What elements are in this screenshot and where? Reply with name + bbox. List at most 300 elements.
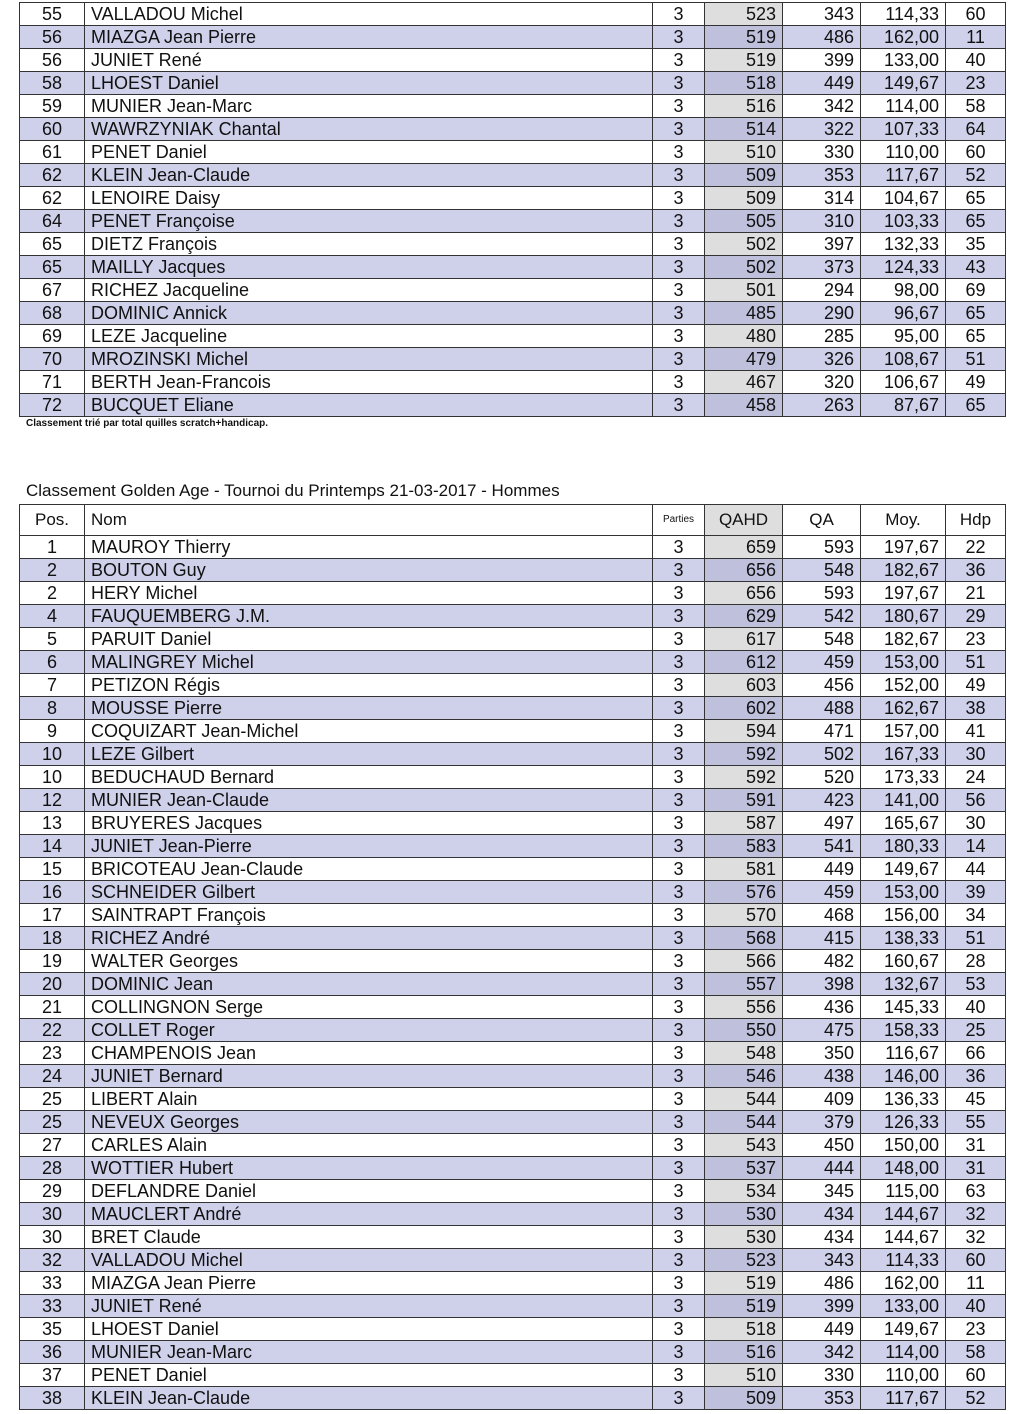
average-cell: 132,67 (861, 973, 946, 996)
qahd-cell: 587 (705, 812, 783, 835)
ranking-table-continued-body (20, 3, 1006, 417)
table-row (20, 651, 1006, 674)
table-row (20, 789, 1006, 812)
position-cell: 25 (20, 1111, 85, 1134)
position-cell: 67 (20, 279, 85, 302)
average-cell: 114,33 (861, 1249, 946, 1272)
average-cell: 149,67 (861, 858, 946, 881)
name-cell: BOUTON Guy (85, 559, 653, 582)
parties-cell: 3 (653, 348, 705, 371)
qahd-cell: 602 (705, 697, 783, 720)
qa-cell: 294 (783, 279, 861, 302)
table-row (20, 3, 1006, 26)
position-cell: 10 (20, 766, 85, 789)
handicap-cell: 65 (946, 210, 1006, 233)
position-cell: 72 (20, 394, 85, 417)
parties-cell: 3 (653, 118, 705, 141)
table-row (20, 95, 1006, 118)
parties-cell: 3 (653, 973, 705, 996)
table-row (20, 302, 1006, 325)
average-cell: 144,67 (861, 1226, 946, 1249)
parties-cell: 3 (653, 49, 705, 72)
name-cell: MIAZGA Jean Pierre (85, 1272, 653, 1295)
qahd-cell: 656 (705, 582, 783, 605)
qahd-cell: 505 (705, 210, 783, 233)
table-row (20, 1042, 1006, 1065)
average-cell: 133,00 (861, 1295, 946, 1318)
parties-cell: 3 (653, 394, 705, 417)
average-cell: 110,00 (861, 1364, 946, 1387)
position-cell: 12 (20, 789, 85, 812)
average-cell: 138,33 (861, 927, 946, 950)
position-cell: 9 (20, 720, 85, 743)
qa-cell: 471 (783, 720, 861, 743)
qa-cell: 459 (783, 651, 861, 674)
name-cell: NEVEUX Georges (85, 1111, 653, 1134)
position-cell: 36 (20, 1341, 85, 1364)
position-cell: 2 (20, 582, 85, 605)
position-cell: 65 (20, 233, 85, 256)
name-cell: LENOIRE Daisy (85, 187, 653, 210)
handicap-cell: 66 (946, 1042, 1006, 1065)
qahd-cell: 510 (705, 141, 783, 164)
handicap-cell: 69 (946, 279, 1006, 302)
name-cell: MAUCLERT André (85, 1203, 653, 1226)
position-cell: 17 (20, 904, 85, 927)
table-row (20, 26, 1006, 49)
handicap-cell: 52 (946, 1387, 1006, 1410)
parties-cell: 3 (653, 1226, 705, 1249)
qahd-cell: 583 (705, 835, 783, 858)
table-row (20, 720, 1006, 743)
qa-cell: 548 (783, 628, 861, 651)
position-cell: 15 (20, 858, 85, 881)
average-cell: 117,67 (861, 1387, 946, 1410)
parties-cell: 3 (653, 1318, 705, 1341)
average-cell: 182,67 (861, 559, 946, 582)
qa-cell: 548 (783, 559, 861, 582)
qahd-cell: 509 (705, 164, 783, 187)
position-cell: 30 (20, 1203, 85, 1226)
qahd-cell: 458 (705, 394, 783, 417)
position-cell: 70 (20, 348, 85, 371)
handicap-cell: 51 (946, 927, 1006, 950)
parties-cell: 3 (653, 1180, 705, 1203)
average-cell: 153,00 (861, 881, 946, 904)
qahd-cell: 603 (705, 674, 783, 697)
handicap-cell: 45 (946, 1088, 1006, 1111)
qahd-cell: 592 (705, 743, 783, 766)
name-cell: MOUSSE Pierre (85, 697, 653, 720)
table-row (20, 973, 1006, 996)
name-cell: BERTH Jean-Francois (85, 371, 653, 394)
qahd-cell: 502 (705, 233, 783, 256)
qahd-cell: 570 (705, 904, 783, 927)
table-row (20, 1180, 1006, 1203)
qa-cell: 482 (783, 950, 861, 973)
average-cell: 115,00 (861, 1180, 946, 1203)
qa-cell: 345 (783, 1180, 861, 1203)
position-cell: 30 (20, 1226, 85, 1249)
handicap-cell: 65 (946, 394, 1006, 417)
parties-cell: 3 (653, 233, 705, 256)
average-cell: 148,00 (861, 1157, 946, 1180)
average-cell: 156,00 (861, 904, 946, 927)
qahd-cell: 530 (705, 1203, 783, 1226)
qahd-cell: 509 (705, 187, 783, 210)
header-row (20, 505, 1006, 536)
name-cell: BRET Claude (85, 1226, 653, 1249)
handicap-cell: 65 (946, 187, 1006, 210)
name-cell: WALTER Georges (85, 950, 653, 973)
handicap-cell: 65 (946, 325, 1006, 348)
average-cell: 182,67 (861, 628, 946, 651)
average-cell: 141,00 (861, 789, 946, 812)
table-row (20, 743, 1006, 766)
header-pos: Pos. (20, 505, 85, 536)
qa-cell: 326 (783, 348, 861, 371)
ranking-table-continued (19, 2, 1006, 417)
average-cell: 160,67 (861, 950, 946, 973)
qa-cell: 343 (783, 3, 861, 26)
table-row (20, 1065, 1006, 1088)
average-cell: 114,00 (861, 1341, 946, 1364)
table-row (20, 141, 1006, 164)
qa-cell: 415 (783, 927, 861, 950)
name-cell: WOTTIER Hubert (85, 1157, 653, 1180)
handicap-cell: 49 (946, 674, 1006, 697)
qahd-cell: 530 (705, 1226, 783, 1249)
position-cell: 10 (20, 743, 85, 766)
position-cell: 38 (20, 1387, 85, 1410)
position-cell: 13 (20, 812, 85, 835)
qahd-cell: 519 (705, 26, 783, 49)
name-cell: MROZINSKI Michel (85, 348, 653, 371)
parties-cell: 3 (653, 743, 705, 766)
average-cell: 108,67 (861, 348, 946, 371)
position-cell: 5 (20, 628, 85, 651)
handicap-cell: 60 (946, 1249, 1006, 1272)
qahd-cell: 479 (705, 348, 783, 371)
name-cell: PENET Daniel (85, 141, 653, 164)
average-cell: 197,67 (861, 536, 946, 559)
qahd-cell: 502 (705, 256, 783, 279)
qahd-cell: 509 (705, 1387, 783, 1410)
name-cell: KLEIN Jean-Claude (85, 1387, 653, 1410)
position-cell: 56 (20, 26, 85, 49)
name-cell: BRICOTEAU Jean-Claude (85, 858, 653, 881)
qa-cell: 343 (783, 1249, 861, 1272)
parties-cell: 3 (653, 1364, 705, 1387)
qahd-cell: 485 (705, 302, 783, 325)
table-row (20, 348, 1006, 371)
qa-cell: 486 (783, 26, 861, 49)
name-cell: LHOEST Daniel (85, 72, 653, 95)
qahd-cell: 592 (705, 766, 783, 789)
name-cell: LIBERT Alain (85, 1088, 653, 1111)
qahd-cell: 516 (705, 1341, 783, 1364)
qa-cell: 497 (783, 812, 861, 835)
header-qahd: QAHD (705, 505, 783, 536)
average-cell: 158,33 (861, 1019, 946, 1042)
average-cell: 162,00 (861, 26, 946, 49)
average-cell: 126,33 (861, 1111, 946, 1134)
parties-cell: 3 (653, 26, 705, 49)
table-row (20, 394, 1006, 417)
parties-cell: 3 (653, 628, 705, 651)
handicap-cell: 22 (946, 536, 1006, 559)
handicap-cell: 58 (946, 1341, 1006, 1364)
qahd-cell: 519 (705, 49, 783, 72)
table-row (20, 49, 1006, 72)
qa-cell: 486 (783, 1272, 861, 1295)
qahd-cell: 544 (705, 1111, 783, 1134)
position-cell: 69 (20, 325, 85, 348)
parties-cell: 3 (653, 1272, 705, 1295)
average-cell: 149,67 (861, 72, 946, 95)
qahd-cell: 510 (705, 1364, 783, 1387)
table-row (20, 904, 1006, 927)
ranking-table-men-header (20, 505, 1006, 536)
parties-cell: 3 (653, 1065, 705, 1088)
qa-cell: 593 (783, 582, 861, 605)
qa-cell: 475 (783, 1019, 861, 1042)
table-row (20, 950, 1006, 973)
average-cell: 124,33 (861, 256, 946, 279)
name-cell: COLLINGNON Serge (85, 996, 653, 1019)
parties-cell: 3 (653, 996, 705, 1019)
handicap-cell: 30 (946, 743, 1006, 766)
handicap-cell: 65 (946, 302, 1006, 325)
name-cell: CHAMPENOIS Jean (85, 1042, 653, 1065)
name-cell: JUNIET Bernard (85, 1065, 653, 1088)
position-cell: 1 (20, 536, 85, 559)
position-cell: 27 (20, 1134, 85, 1157)
parties-cell: 3 (653, 256, 705, 279)
name-cell: PENET Daniel (85, 1364, 653, 1387)
position-cell: 18 (20, 927, 85, 950)
name-cell: MUNIER Jean-Claude (85, 789, 653, 812)
table-row (20, 1295, 1006, 1318)
qa-cell: 449 (783, 72, 861, 95)
name-cell: BUCQUET Eliane (85, 394, 653, 417)
average-cell: 167,33 (861, 743, 946, 766)
average-cell: 132,33 (861, 233, 946, 256)
table-row (20, 1203, 1006, 1226)
header-nom: Nom (85, 505, 653, 536)
qa-cell: 379 (783, 1111, 861, 1134)
name-cell: DIETZ François (85, 233, 653, 256)
table-row (20, 279, 1006, 302)
handicap-cell: 30 (946, 812, 1006, 835)
table-row (20, 881, 1006, 904)
table-row (20, 559, 1006, 582)
handicap-cell: 32 (946, 1226, 1006, 1249)
parties-cell: 3 (653, 858, 705, 881)
average-cell: 107,33 (861, 118, 946, 141)
position-cell: 19 (20, 950, 85, 973)
name-cell: COQUIZART Jean-Michel (85, 720, 653, 743)
handicap-cell: 36 (946, 1065, 1006, 1088)
ranking-table-men (19, 504, 1006, 1410)
qahd-cell: 480 (705, 325, 783, 348)
handicap-cell: 40 (946, 49, 1006, 72)
handicap-cell: 49 (946, 371, 1006, 394)
average-cell: 114,33 (861, 3, 946, 26)
qa-cell: 468 (783, 904, 861, 927)
name-cell: MAUROY Thierry (85, 536, 653, 559)
name-cell: PETIZON Régis (85, 674, 653, 697)
header-qa: QA (783, 505, 861, 536)
name-cell: PENET Françoise (85, 210, 653, 233)
header-hdp: Hdp (946, 505, 1006, 536)
qa-cell: 398 (783, 973, 861, 996)
position-cell: 33 (20, 1295, 85, 1318)
position-cell: 37 (20, 1364, 85, 1387)
position-cell: 8 (20, 697, 85, 720)
parties-cell: 3 (653, 187, 705, 210)
name-cell: MIAZGA Jean Pierre (85, 26, 653, 49)
qa-cell: 353 (783, 1387, 861, 1410)
parties-cell: 3 (653, 697, 705, 720)
position-cell: 61 (20, 141, 85, 164)
table-row (20, 1226, 1006, 1249)
average-cell: 98,00 (861, 279, 946, 302)
name-cell: CARLES Alain (85, 1134, 653, 1157)
parties-cell: 3 (653, 3, 705, 26)
table-row (20, 72, 1006, 95)
qa-cell: 353 (783, 164, 861, 187)
position-cell: 65 (20, 256, 85, 279)
position-cell: 4 (20, 605, 85, 628)
parties-cell: 3 (653, 325, 705, 348)
name-cell: DEFLANDRE Daniel (85, 1180, 653, 1203)
header-moy: Moy. (861, 505, 946, 536)
name-cell: PARUIT Daniel (85, 628, 653, 651)
name-cell: JUNIET René (85, 1295, 653, 1318)
qa-cell: 434 (783, 1203, 861, 1226)
handicap-cell: 24 (946, 766, 1006, 789)
qahd-cell: 523 (705, 3, 783, 26)
handicap-cell: 55 (946, 1111, 1006, 1134)
name-cell: WAWRZYNIAK Chantal (85, 118, 653, 141)
parties-cell: 3 (653, 950, 705, 973)
table-row (20, 1019, 1006, 1042)
parties-cell: 3 (653, 605, 705, 628)
qahd-cell: 617 (705, 628, 783, 651)
table-row (20, 697, 1006, 720)
name-cell: RICHEZ Jacqueline (85, 279, 653, 302)
average-cell: 114,00 (861, 95, 946, 118)
parties-cell: 3 (653, 835, 705, 858)
position-cell: 16 (20, 881, 85, 904)
name-cell: MUNIER Jean-Marc (85, 95, 653, 118)
qa-cell: 399 (783, 1295, 861, 1318)
qahd-cell: 557 (705, 973, 783, 996)
parties-cell: 3 (653, 1295, 705, 1318)
handicap-cell: 43 (946, 256, 1006, 279)
name-cell: BEDUCHAUD Bernard (85, 766, 653, 789)
qahd-cell: 548 (705, 1042, 783, 1065)
qahd-cell: 544 (705, 1088, 783, 1111)
name-cell: KLEIN Jean-Claude (85, 164, 653, 187)
qahd-cell: 612 (705, 651, 783, 674)
table-row (20, 1157, 1006, 1180)
parties-cell: 3 (653, 1134, 705, 1157)
section-title-men: Classement Golden Age - Tournoi du Printemps 21-03-2017 - Hommes (26, 481, 560, 500)
table-row (20, 766, 1006, 789)
position-cell: 68 (20, 302, 85, 325)
handicap-cell: 36 (946, 559, 1006, 582)
qa-cell: 330 (783, 1364, 861, 1387)
parties-cell: 3 (653, 674, 705, 697)
sort-note: Classement trié par total quilles scratch+handicap. (26, 418, 269, 429)
table-row (20, 927, 1006, 950)
average-cell: 146,00 (861, 1065, 946, 1088)
position-cell: 64 (20, 210, 85, 233)
position-cell: 55 (20, 3, 85, 26)
qa-cell: 459 (783, 881, 861, 904)
name-cell: LHOEST Daniel (85, 1318, 653, 1341)
handicap-cell: 51 (946, 348, 1006, 371)
table-row (20, 1341, 1006, 1364)
handicap-cell: 23 (946, 72, 1006, 95)
average-cell: 157,00 (861, 720, 946, 743)
qahd-cell: 543 (705, 1134, 783, 1157)
table-row (20, 674, 1006, 697)
qahd-cell: 568 (705, 927, 783, 950)
handicap-cell: 53 (946, 973, 1006, 996)
table-row (20, 164, 1006, 187)
parties-cell: 3 (653, 210, 705, 233)
handicap-cell: 38 (946, 697, 1006, 720)
qa-cell: 456 (783, 674, 861, 697)
parties-cell: 3 (653, 1157, 705, 1180)
average-cell: 110,00 (861, 141, 946, 164)
position-cell: 59 (20, 95, 85, 118)
position-cell: 28 (20, 1157, 85, 1180)
qa-cell: 409 (783, 1088, 861, 1111)
qahd-cell: 519 (705, 1272, 783, 1295)
handicap-cell: 52 (946, 164, 1006, 187)
position-cell: 20 (20, 973, 85, 996)
average-cell: 96,67 (861, 302, 946, 325)
name-cell: VALLADOU Michel (85, 3, 653, 26)
average-cell: 180,67 (861, 605, 946, 628)
qa-cell: 290 (783, 302, 861, 325)
qa-cell: 320 (783, 371, 861, 394)
qa-cell: 593 (783, 536, 861, 559)
name-cell: SCHNEIDER Gilbert (85, 881, 653, 904)
average-cell: 162,67 (861, 697, 946, 720)
qa-cell: 438 (783, 1065, 861, 1088)
qahd-cell: 594 (705, 720, 783, 743)
table-row (20, 256, 1006, 279)
handicap-cell: 32 (946, 1203, 1006, 1226)
parties-cell: 3 (653, 1042, 705, 1065)
position-cell: 24 (20, 1065, 85, 1088)
parties-cell: 3 (653, 812, 705, 835)
handicap-cell: 56 (946, 789, 1006, 812)
table-row (20, 325, 1006, 348)
handicap-cell: 25 (946, 1019, 1006, 1042)
name-cell: MALINGREY Michel (85, 651, 653, 674)
position-cell: 62 (20, 187, 85, 210)
parties-cell: 3 (653, 1387, 705, 1410)
qa-cell: 397 (783, 233, 861, 256)
average-cell: 103,33 (861, 210, 946, 233)
average-cell: 95,00 (861, 325, 946, 348)
